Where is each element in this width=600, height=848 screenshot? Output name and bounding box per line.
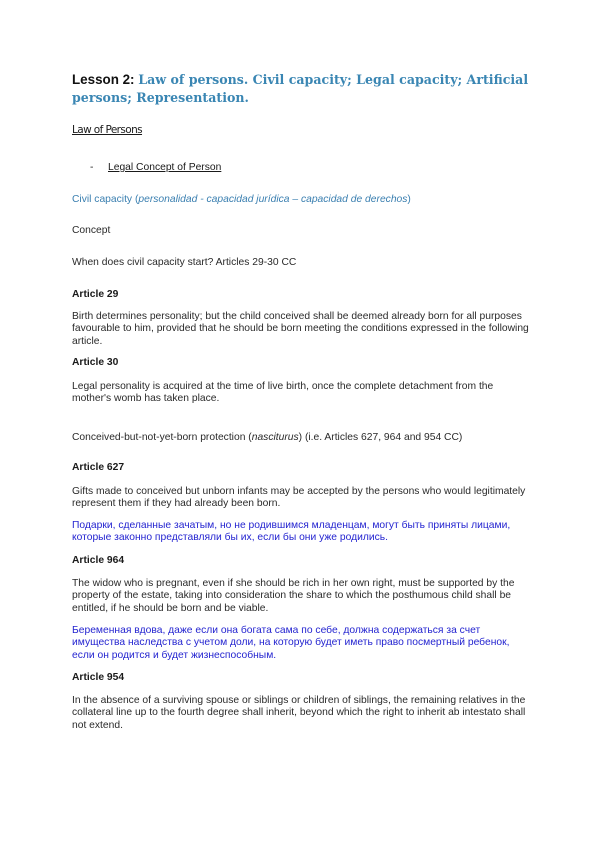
civil-capacity-prefix: Civil capacity ( <box>72 194 139 205</box>
article-964-russian: Беременная вдова, даже если она богата сама по себе, должна содержаться за счет имущества наследства с учетом доли, на которую будет иметь право посмертный ребенок, если он родится и будет жизнеспособным. <box>72 625 510 661</box>
article-627-heading: Article 627 <box>72 462 125 473</box>
civil-capacity-suffix: ) <box>407 194 411 205</box>
lesson-heading: Law of persons. Civil capacity; Legal capacity; Artificial persons; Representation. <box>72 72 529 105</box>
civil-capacity-italic: personalidad - capacidad jurídica – capacidad de derechos <box>138 194 408 205</box>
nasciturus-prefix: Conceived-but-not-yet-born protection ( <box>72 432 252 443</box>
bullet-marker: - <box>90 162 94 173</box>
nasciturus-line <box>72 432 532 444</box>
section-title: Law of Persons <box>72 124 143 136</box>
article-964-text: The widow who is pregnant, even if she should be rich in her own right, must be supported by the property of the estate, taking into consideration the share to which the posthumous child shall be entitled, if he should be born and be viable. <box>72 578 515 614</box>
article-29-heading: Article 29 <box>72 289 119 300</box>
article-30-text: Legal personality is acquired at the time of live birth, once the complete detachment from the mother's womb has taken place. <box>72 381 494 405</box>
article-954-heading: Article 954 <box>72 672 125 683</box>
bullet-text: Legal Concept of Person <box>108 162 222 173</box>
article-627-russian: Подарки, сделанные зачатым, но не родившимся младенцам, могут быть приняты лицами, которые законно представляли бы их, если бы они уже родились. <box>72 520 511 544</box>
article-30-heading: Article 30 <box>72 357 119 368</box>
nasciturus-italic: nasciturus <box>251 432 299 443</box>
article-29-text: Birth determines personality; but the child conceived shall be deemed already born for all purposes favourable to him, provided that he should be born meeting the conditions expressed in the following article. <box>72 311 529 347</box>
concept-label: Concept <box>72 225 111 236</box>
article-954-text: In the absence of a surviving spouse or siblings or children of siblings, the remaining relatives in the collateral line up to the fourth degree shall inherit, beyond which the right to inherit ab intestato shall not extend. <box>72 695 526 731</box>
lesson-label: Lesson 2: <box>72 72 135 87</box>
article-964-heading: Article 964 <box>72 555 125 566</box>
article-627-text: Gifts made to conceived but unborn infants may be accepted by the persons who would legitimately represent them if they had already been born. <box>72 486 526 510</box>
question-line: When does civil capacity start? Articles 29-30 CC <box>72 257 297 268</box>
nasciturus-suffix: ) (i.e. Articles 627, 964 and 954 CC) <box>298 432 463 443</box>
lesson-title <box>72 71 542 107</box>
civil-capacity-line <box>72 194 411 205</box>
